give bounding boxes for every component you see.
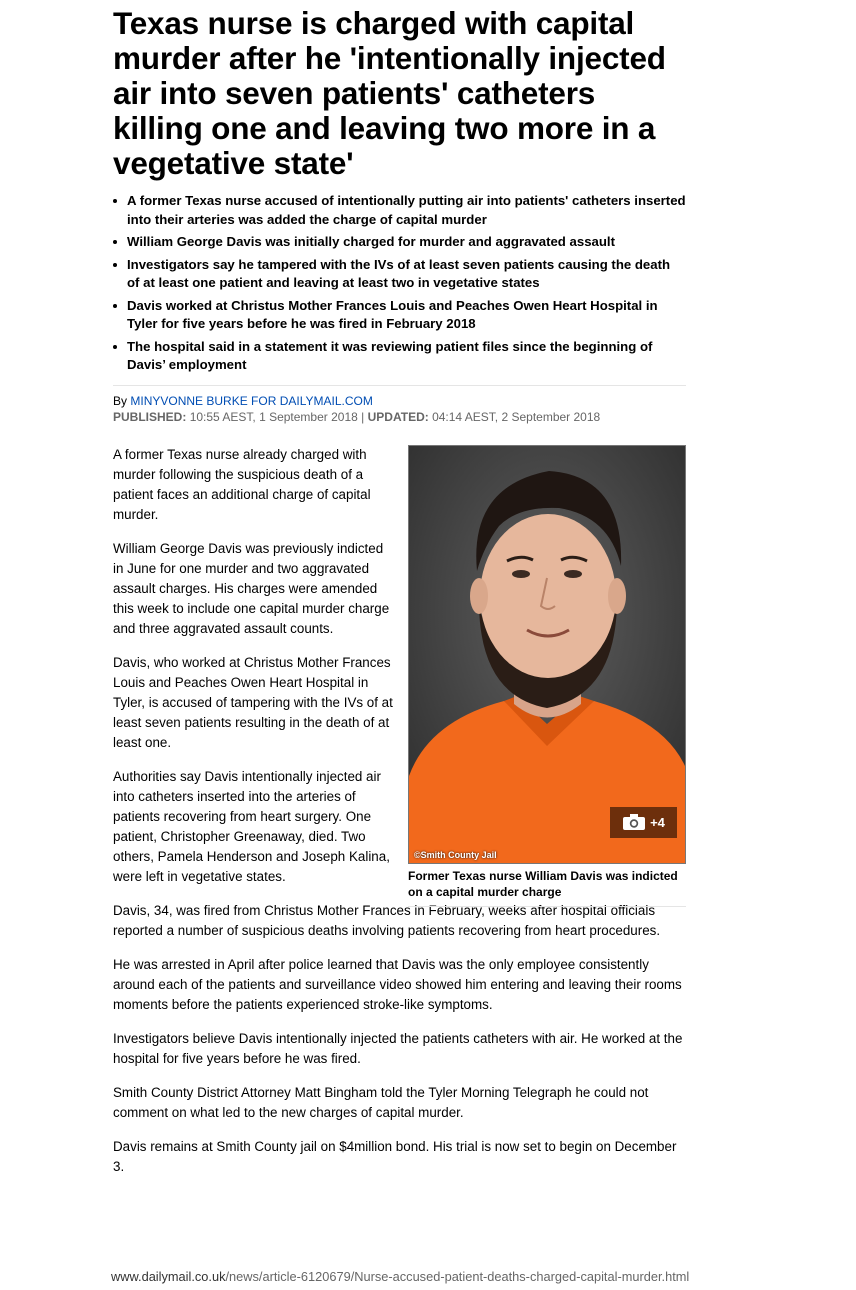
camera-icon <box>622 813 646 831</box>
paragraph: Authorities say Davis intentionally injected air into catheters inserted into the arteries of patients recovering from heart surgery. One patient, Christopher Greenaway, died. Two others, Pamela Henderson and Joseph Kalina, were left in vegetative states. <box>113 768 390 884</box>
updated-label: UPDATED: <box>367 409 429 424</box>
byline-box <box>113 385 686 425</box>
paragraph: A former Texas nurse already charged with murder following the suspicious death of a patient faces an additional charge of capital murder. <box>113 446 371 522</box>
author-link[interactable]: MINYVONNE BURKE FOR DAILYMAIL.COM <box>130 393 373 408</box>
bullet-item: Davis worked at Christus Mother Frances Louis and Peaches Owen Heart Hospital in Tyler for five years before he was fired in February 2018 <box>113 297 686 334</box>
article-dates <box>113 409 686 425</box>
gallery-button[interactable] <box>610 807 677 838</box>
date-separator: | <box>361 409 365 424</box>
byline <box>113 393 686 409</box>
url-domain: www.dailymail.co.uk <box>111 1269 226 1284</box>
paragraph: Smith County District Attorney Matt Bingham told the Tyler Morning Telegraph he could not comment on what led to the new charges of capital murder. <box>113 1084 649 1120</box>
bullet-item: The hospital said in a statement it was reviewing patient files since the beginning of Davis’ employment <box>113 338 686 375</box>
updated-date: 04:14 AEST, 2 September 2018 <box>432 409 601 424</box>
summary-bullets <box>113 192 686 375</box>
bullet-item: Investigators say he tampered with the IVs of at least seven patients causing the death of at least one patient and leaving at least two in vegetative states <box>113 256 686 293</box>
byline-prefix: By <box>113 393 128 408</box>
article-figure <box>408 445 686 907</box>
paragraph: Davis, 34, was fired from Christus Mother Frances in February, weeks after hospital officials reported a number of suspicious deaths involving patients recovering from heart procedures. <box>113 902 661 938</box>
published-date: 10:55 AEST, 1 September 2018 <box>189 409 358 424</box>
bullet-item: A former Texas nurse accused of intentionally putting air into patients' catheters inserted into their arteries was added the charge of capital murder <box>113 192 686 229</box>
paragraph: Davis, who worked at Christus Mother Frances Louis and Peaches Owen Heart Hospital in Tyler, is accused of tampering with the IVs of at least seven patients resulting in the death of at least one. <box>113 654 393 750</box>
published-label: PUBLISHED: <box>113 409 187 424</box>
paragraph: Investigators believe Davis intentionally injected the patients catheters with air. He worked at the hospital for five years before he was fired. <box>113 1030 683 1066</box>
headline: Texas nurse is charged with capital murder after he 'intentionally injected air into seven patients' catheters killing one and leaving two more in a vegetative state' <box>113 5 666 181</box>
mugshot-photo[interactable] <box>408 445 686 864</box>
article-body <box>113 445 686 1177</box>
gallery-count: +4 <box>650 814 665 830</box>
article <box>113 0 686 1191</box>
url-path: /news/article-6120679/Nurse-accused-patient-deaths-charged-capital-murder.html <box>225 1269 690 1284</box>
photo-caption: Former Texas nurse William Davis was indicted on a capital murder charge <box>408 864 686 907</box>
paragraph: Davis remains at Smith County jail on $4million bond. His trial is now set to begin on December 3. <box>113 1138 677 1174</box>
paragraph: He was arrested in April after police learned that Davis was the only employee consistently around each of the patients and surveillance video showed him entering and leaving their rooms moments before the patients experienced stroke-like symptoms. <box>113 956 682 1012</box>
bullet-item: William George Davis was initially charged for murder and aggravated assault <box>113 233 686 252</box>
mugshot-illustration <box>409 446 685 863</box>
paragraph: William George Davis was previously indicted in June for one murder and two aggravated assault charges. His charges were amended this week to include one capital murder charge and three aggravated assault counts. <box>113 540 390 636</box>
photo-credit: ©Smith County Jail <box>414 849 497 860</box>
source-url[interactable] <box>111 1269 689 1284</box>
